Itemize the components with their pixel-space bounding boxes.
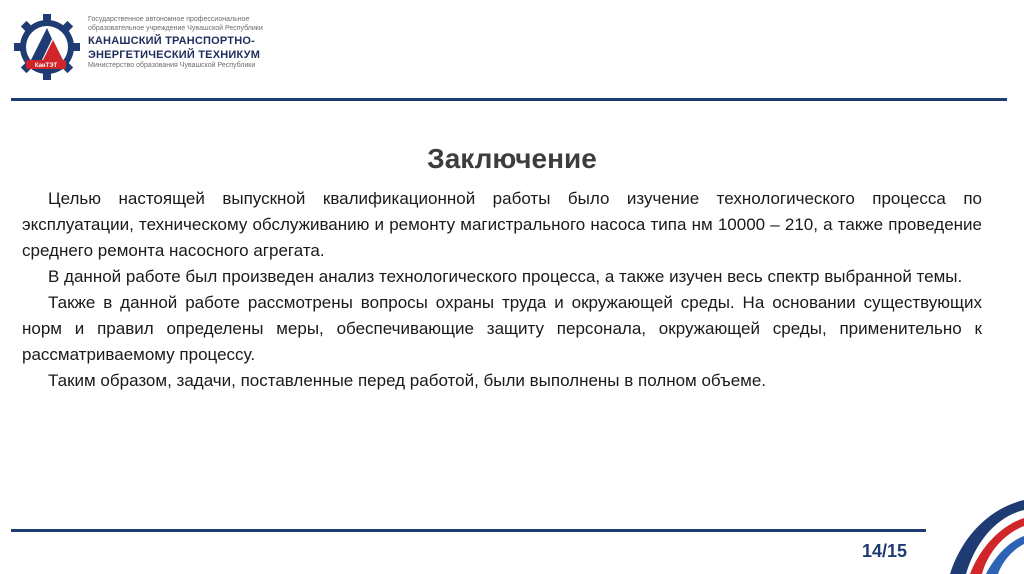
paragraph: Целью настоящей выпускной квалификационной работы было изучение технологического процесса по эксплуатации, техническому обслуживанию и ремонту магистрального насоса типа нм 10000 – 210, а также проведение среднего ремонта насосного агрегата.	[22, 189, 982, 260]
ministry-line: Министерство образования Чувашской Республики	[88, 62, 256, 69]
org-name-line-1: КАНАШСКИЙ ТРАНСПОРТНО-	[88, 35, 255, 47]
footer-divider	[11, 529, 926, 532]
swoosh-decoration	[940, 496, 1024, 574]
organization-header	[88, 15, 288, 70]
paragraph: Таким образом, задачи, поставленные перед работой, были выполнены в полном объеме.	[48, 371, 767, 390]
swoosh-icon	[940, 496, 1024, 574]
gear-logo-icon	[12, 12, 82, 82]
org-name-line-2: ЭНЕРГЕТИЧЕСКИЙ ТЕХНИКУМ	[88, 49, 261, 61]
paragraph: В данной работе был произведен анализ технологического процесса, а также изучен весь спектр выбранной темы.	[48, 267, 963, 286]
header-divider	[11, 98, 1007, 101]
org-line-1: Государственное автономное профессиональное	[88, 16, 250, 23]
slide-title: Заключение	[427, 143, 597, 174]
logo-text: КанТЭТ	[34, 63, 58, 69]
page-number: 14/15	[862, 541, 908, 561]
org-line-2: образовательное учреждение Чувашской Республики	[88, 25, 263, 32]
college-logo	[12, 12, 82, 82]
paragraph: Также в данной работе рассмотрены вопросы охраны труда и окружающей среды. На основании существующих норм и правил определены меры, обеспечивающие защиту персонала, окружающей среды, применительно к рассматриваемому процессу.	[22, 293, 982, 364]
slide-body	[22, 186, 982, 394]
